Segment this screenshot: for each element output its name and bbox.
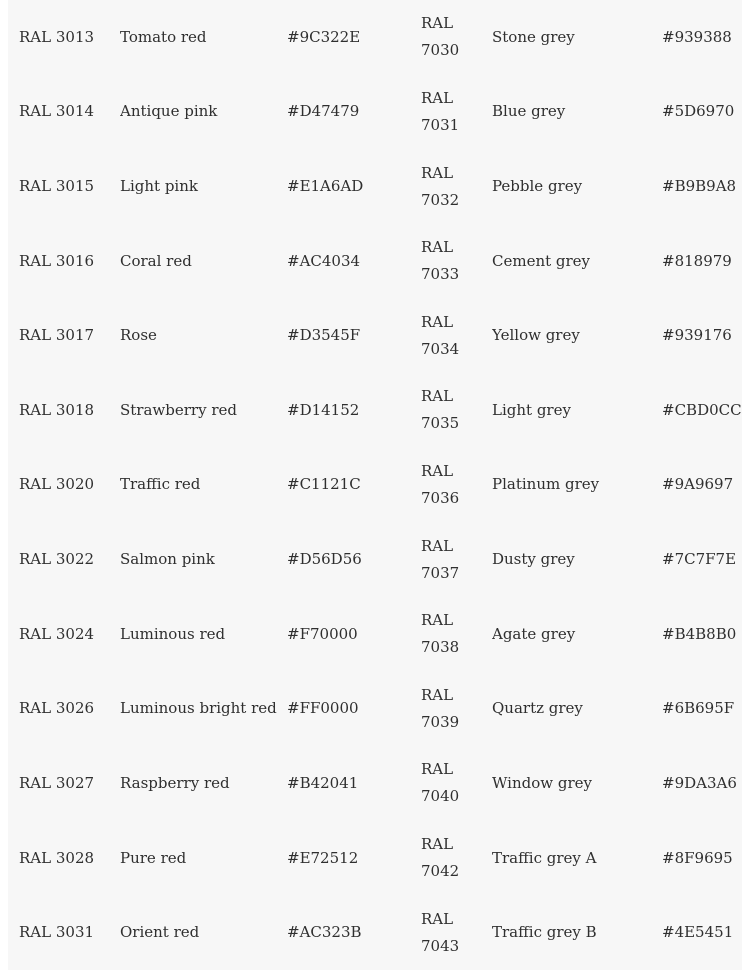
hex-code-right: #B4B8B0 <box>662 624 737 643</box>
color-name-right: Quartz grey <box>492 699 583 718</box>
ral-code-right: RAL 7031 <box>421 88 460 134</box>
ral-color-table-container <box>8 0 742 970</box>
hex-code-left: #D14152 <box>287 400 360 419</box>
hex-code-left: #B42041 <box>287 773 359 792</box>
hex-code-left: #F70000 <box>287 624 358 643</box>
color-name-left: Orient red <box>120 923 200 942</box>
ral-code-left: RAL 3022 <box>19 550 95 569</box>
color-name-left: Antique pink <box>120 102 218 121</box>
color-name-left: Traffic red <box>120 475 201 494</box>
table-row <box>8 895 745 970</box>
color-name-right: Blue grey <box>492 102 566 121</box>
color-name-right: Pebble grey <box>492 177 583 196</box>
ral-color-table <box>8 0 745 970</box>
color-name-left: Rose <box>120 326 157 345</box>
ral-code-right: RAL 7033 <box>421 238 460 284</box>
hex-code-left: #9C322E <box>287 27 361 46</box>
table-row <box>8 448 745 523</box>
ral-code-right: RAL 7042 <box>421 835 460 880</box>
ral-code-right: RAL 7040 <box>421 760 460 806</box>
color-name-left: Light pink <box>120 177 198 196</box>
hex-code-right: #B9B9A8 <box>662 177 737 196</box>
ral-code-left: RAL 3013 <box>19 27 95 46</box>
ral-code-right: RAL 7035 <box>421 387 460 433</box>
hex-code-right: #939176 <box>662 326 732 345</box>
ral-code-left: RAL 3031 <box>19 923 95 942</box>
color-name-left: Salmon pink <box>120 550 215 569</box>
table-row <box>8 373 745 448</box>
ral-code-right: RAL 7037 <box>421 536 460 582</box>
ral-code-right: RAL 7038 <box>421 611 460 657</box>
color-name-right: Yellow grey <box>492 326 580 345</box>
table-row <box>8 0 745 75</box>
hex-code-left: #FF0000 <box>287 699 359 718</box>
hex-code-right: #8F9695 <box>662 848 733 867</box>
color-name-right: Traffic grey B <box>492 923 597 942</box>
ral-code-right: RAL 7036 <box>421 461 460 507</box>
hex-code-right: #4E5451 <box>662 923 734 942</box>
hex-code-left: #C1121C <box>287 475 361 494</box>
ral-code-right: RAL 7039 <box>421 685 460 731</box>
color-name-left: Coral red <box>120 251 192 270</box>
table-row <box>8 821 745 896</box>
ral-code-left: RAL 3017 <box>19 326 95 345</box>
table-row <box>8 75 745 150</box>
ral-code-right: RAL 7043 <box>421 909 460 955</box>
color-name-right: Light grey <box>492 400 571 419</box>
color-name-left: Tomato red <box>120 27 207 46</box>
hex-code-right: #7C7F7E <box>662 550 737 569</box>
color-name-left: Strawberry red <box>120 400 237 419</box>
ral-code-left: RAL 3014 <box>19 102 95 121</box>
hex-code-right: #6B695F <box>662 699 735 718</box>
table-row <box>8 597 745 672</box>
table-row <box>8 298 745 373</box>
color-name-right: Cement grey <box>492 251 591 270</box>
ral-code-left: RAL 3026 <box>19 699 95 718</box>
hex-code-right: #CBD0CC <box>662 400 742 419</box>
table-row <box>8 224 745 299</box>
table-row <box>8 522 745 597</box>
ral-code-right: RAL 7034 <box>421 312 460 358</box>
ral-code-left: RAL 3028 <box>19 848 95 867</box>
color-name-left: Luminous red <box>120 624 226 643</box>
hex-code-right: #9A9697 <box>662 475 734 494</box>
ral-code-right: RAL 7030 <box>421 14 460 60</box>
table-row <box>8 671 745 746</box>
hex-code-right: #818979 <box>662 251 732 270</box>
color-name-right: Window grey <box>492 773 592 792</box>
hex-code-left: #E72512 <box>287 848 359 867</box>
ral-code-right: RAL 7032 <box>421 163 460 209</box>
table-row <box>8 149 745 224</box>
color-name-left: Luminous bright red <box>120 699 277 718</box>
color-name-right: Traffic grey A <box>492 848 597 867</box>
ral-code-left: RAL 3015 <box>19 177 95 196</box>
color-name-right: Platinum grey <box>492 475 600 494</box>
ral-table-body <box>8 0 745 970</box>
hex-code-left: #AC4034 <box>287 251 361 270</box>
hex-code-right: #9DA3A6 <box>662 773 737 792</box>
ral-code-left: RAL 3018 <box>19 400 95 419</box>
hex-code-right: #939388 <box>662 27 732 46</box>
ral-code-left: RAL 3016 <box>19 251 95 270</box>
color-name-right: Agate grey <box>492 624 576 643</box>
color-name-right: Stone grey <box>492 27 575 46</box>
ral-code-left: RAL 3024 <box>19 624 95 643</box>
hex-code-right: #5D6970 <box>662 102 735 121</box>
hex-code-left: #D56D56 <box>287 550 362 569</box>
hex-code-left: #AC323B <box>287 923 362 942</box>
hex-code-left: #D47479 <box>287 102 360 121</box>
color-name-right: Dusty grey <box>492 550 575 569</box>
color-name-left: Raspberry red <box>120 773 230 792</box>
ral-code-left: RAL 3020 <box>19 475 95 494</box>
ral-code-left: RAL 3027 <box>19 773 95 792</box>
hex-code-left: #D3545F <box>287 326 361 345</box>
hex-code-left: #E1A6AD <box>287 177 364 196</box>
table-row <box>8 746 745 821</box>
color-name-left: Pure red <box>120 848 187 867</box>
